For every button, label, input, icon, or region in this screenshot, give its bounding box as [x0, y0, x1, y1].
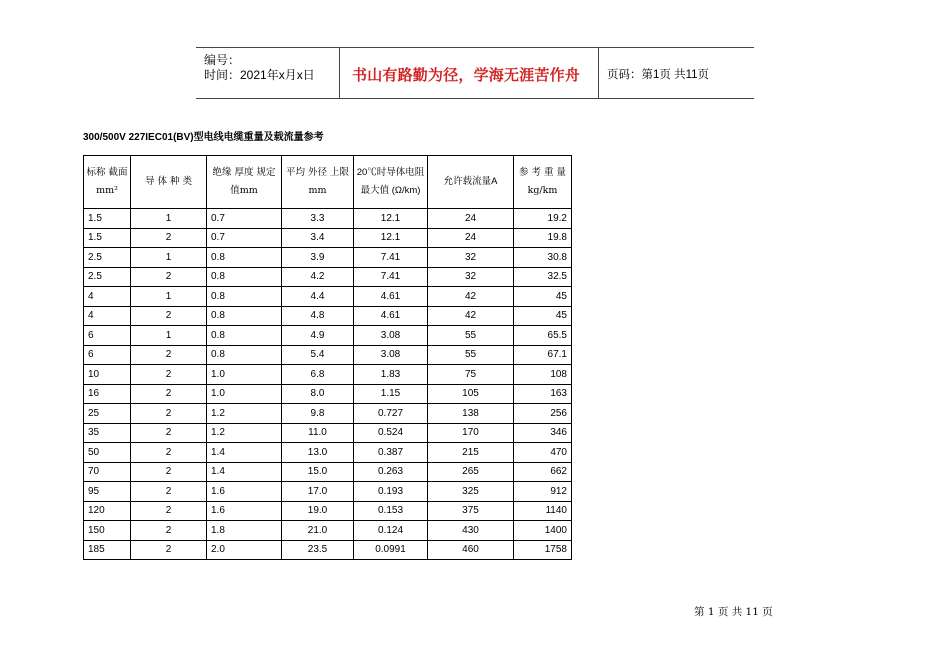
cell-current: 24: [428, 209, 514, 229]
table-row: [84, 462, 572, 482]
cell-current: 375: [428, 501, 514, 521]
header-current-capacity: 允许载流量A: [428, 156, 514, 209]
cell-section: 6: [84, 326, 131, 346]
cell-insulation: 1.8: [207, 521, 282, 541]
cell-section: 1.5: [84, 209, 131, 229]
cell-resistance: 0.193: [354, 482, 428, 502]
table-row: [84, 228, 572, 248]
cell-diameter: 3.4: [282, 228, 354, 248]
cell-weight: 45: [514, 306, 572, 326]
cell-diameter: 5.4: [282, 345, 354, 365]
cell-diameter: 8.0: [282, 384, 354, 404]
cell-diameter: 4.9: [282, 326, 354, 346]
cell-current: 42: [428, 287, 514, 307]
header-conductor-type: 导 体 种 类: [131, 156, 207, 209]
cell-section: 16: [84, 384, 131, 404]
cell-resistance: 0.524: [354, 423, 428, 443]
cell-section: 25: [84, 404, 131, 424]
header-reference-weight: 参 考 重 量 kg/km: [514, 156, 572, 209]
cell-insulation: 0.8: [207, 345, 282, 365]
cell-insulation: 2.0: [207, 540, 282, 560]
table-row: [84, 443, 572, 463]
page-label: 页码：第1页 共11页: [607, 69, 710, 81]
cell-conductor: 2: [131, 267, 207, 287]
table-row: [84, 306, 572, 326]
cell-conductor: 1: [131, 209, 207, 229]
cell-conductor: 1: [131, 287, 207, 307]
cell-section: 95: [84, 482, 131, 502]
cell-weight: 163: [514, 384, 572, 404]
cell-resistance: 3.08: [354, 326, 428, 346]
table-row: [84, 267, 572, 287]
time-label: 时间：2021年x月x日: [204, 68, 315, 82]
cell-insulation: 1.0: [207, 365, 282, 385]
cell-current: 460: [428, 540, 514, 560]
cell-diameter: 3.3: [282, 209, 354, 229]
table-row: [84, 345, 572, 365]
cell-current: 325: [428, 482, 514, 502]
table-row: [84, 521, 572, 541]
cell-conductor: 2: [131, 404, 207, 424]
cell-insulation: 1.6: [207, 482, 282, 502]
table-row: [84, 404, 572, 424]
cell-resistance: 0.727: [354, 404, 428, 424]
cell-resistance: 0.0991: [354, 540, 428, 560]
cell-resistance: 7.41: [354, 267, 428, 287]
cell-conductor: 2: [131, 306, 207, 326]
cell-section: 10: [84, 365, 131, 385]
cell-section: 70: [84, 462, 131, 482]
page-footer: 第 1 页 共 11 页: [694, 606, 773, 618]
cell-weight: 1758: [514, 540, 572, 560]
cell-insulation: 0.7: [207, 228, 282, 248]
document-header: [196, 47, 754, 99]
cell-conductor: 2: [131, 384, 207, 404]
cell-current: 42: [428, 306, 514, 326]
cell-conductor: 1: [131, 248, 207, 268]
table-row: [84, 384, 572, 404]
cell-conductor: 2: [131, 423, 207, 443]
table-row: [84, 209, 572, 229]
table-row: [84, 501, 572, 521]
table-header-row: [84, 156, 572, 209]
cell-resistance: 1.83: [354, 365, 428, 385]
header-outer-diameter: 平均 外径 上限 mm: [282, 156, 354, 209]
cell-insulation: 1.0: [207, 384, 282, 404]
cell-section: 1.5: [84, 228, 131, 248]
table-row: [84, 248, 572, 268]
cell-diameter: 23.5: [282, 540, 354, 560]
cell-diameter: 4.4: [282, 287, 354, 307]
cell-current: 430: [428, 521, 514, 541]
cell-current: 265: [428, 462, 514, 482]
cell-weight: 19.2: [514, 209, 572, 229]
table-row: [84, 540, 572, 560]
cell-diameter: 3.9: [282, 248, 354, 268]
cell-conductor: 2: [131, 540, 207, 560]
cell-weight: 45: [514, 287, 572, 307]
cell-weight: 19.8: [514, 228, 572, 248]
cell-current: 55: [428, 345, 514, 365]
cell-resistance: 0.387: [354, 443, 428, 463]
cell-diameter: 17.0: [282, 482, 354, 502]
table-row: [84, 365, 572, 385]
cell-weight: 65.5: [514, 326, 572, 346]
cell-conductor: 2: [131, 501, 207, 521]
cell-diameter: 13.0: [282, 443, 354, 463]
cell-weight: 32.5: [514, 267, 572, 287]
cell-section: 185: [84, 540, 131, 560]
cell-diameter: 6.8: [282, 365, 354, 385]
cell-weight: 1140: [514, 501, 572, 521]
cell-insulation: 1.2: [207, 423, 282, 443]
cell-diameter: 4.2: [282, 267, 354, 287]
cell-insulation: 1.2: [207, 404, 282, 424]
cell-conductor: 2: [131, 443, 207, 463]
cell-insulation: 1.4: [207, 443, 282, 463]
cell-current: 138: [428, 404, 514, 424]
cell-insulation: 0.8: [207, 326, 282, 346]
cell-conductor: 2: [131, 482, 207, 502]
cell-current: 32: [428, 267, 514, 287]
cell-conductor: 2: [131, 521, 207, 541]
cell-section: 50: [84, 443, 131, 463]
cell-section: 2.5: [84, 248, 131, 268]
cell-section: 35: [84, 423, 131, 443]
cable-spec-table: [83, 155, 572, 560]
cell-resistance: 7.41: [354, 248, 428, 268]
cell-diameter: 4.8: [282, 306, 354, 326]
header-page-cell: [599, 48, 754, 98]
cell-current: 105: [428, 384, 514, 404]
cell-weight: 30.8: [514, 248, 572, 268]
cell-conductor: 2: [131, 365, 207, 385]
cell-insulation: 1.6: [207, 501, 282, 521]
cell-insulation: 1.4: [207, 462, 282, 482]
cell-resistance: 12.1: [354, 209, 428, 229]
header-insulation-thickness: 绝缘 厚度 规定 值mm: [207, 156, 282, 209]
cell-conductor: 2: [131, 345, 207, 365]
number-label: 编号：: [204, 53, 241, 67]
cell-resistance: 4.61: [354, 306, 428, 326]
cell-section: 4: [84, 287, 131, 307]
cell-resistance: 0.153: [354, 501, 428, 521]
cell-current: 170: [428, 423, 514, 443]
cell-insulation: 0.8: [207, 306, 282, 326]
cell-section: 120: [84, 501, 131, 521]
motto-text: 书山有路勤为径，学海无涯苦作舟: [352, 66, 581, 84]
header-nominal-section: 标称 截面 mm²: [84, 156, 131, 209]
cell-weight: 1400: [514, 521, 572, 541]
cell-weight: 67.1: [514, 345, 572, 365]
cell-conductor: 1: [131, 326, 207, 346]
cell-resistance: 0.124: [354, 521, 428, 541]
cell-insulation: 0.7: [207, 209, 282, 229]
cell-weight: 346: [514, 423, 572, 443]
table-body: [84, 156, 572, 560]
cell-section: 150: [84, 521, 131, 541]
cell-current: 215: [428, 443, 514, 463]
cell-weight: 470: [514, 443, 572, 463]
cell-resistance: 0.263: [354, 462, 428, 482]
cell-insulation: 0.8: [207, 267, 282, 287]
table-row: [84, 287, 572, 307]
cell-conductor: 2: [131, 462, 207, 482]
cell-insulation: 0.8: [207, 287, 282, 307]
cell-section: 2.5: [84, 267, 131, 287]
cell-resistance: 4.61: [354, 287, 428, 307]
table-row: [84, 423, 572, 443]
cell-resistance: 3.08: [354, 345, 428, 365]
cell-current: 55: [428, 326, 514, 346]
cell-weight: 256: [514, 404, 572, 424]
header-info-cell: [196, 48, 340, 98]
cell-conductor: 2: [131, 228, 207, 248]
cell-weight: 108: [514, 365, 572, 385]
cell-resistance: 1.15: [354, 384, 428, 404]
cell-insulation: 0.8: [207, 248, 282, 268]
document-title: 300/500V 227IEC01(BV)型电线电缆重量及载流量参考: [83, 132, 324, 143]
cell-diameter: 9.8: [282, 404, 354, 424]
cell-section: 4: [84, 306, 131, 326]
table-row: [84, 482, 572, 502]
cell-current: 75: [428, 365, 514, 385]
cell-diameter: 11.0: [282, 423, 354, 443]
cell-diameter: 19.0: [282, 501, 354, 521]
header-motto-cell: [340, 48, 599, 98]
cell-diameter: 21.0: [282, 521, 354, 541]
cell-current: 24: [428, 228, 514, 248]
cell-resistance: 12.1: [354, 228, 428, 248]
cell-diameter: 15.0: [282, 462, 354, 482]
header-resistance: 20℃时导体电阻最大值 (Ω/km): [354, 156, 428, 209]
cell-current: 32: [428, 248, 514, 268]
cell-weight: 912: [514, 482, 572, 502]
cell-section: 6: [84, 345, 131, 365]
table-row: [84, 326, 572, 346]
cell-weight: 662: [514, 462, 572, 482]
